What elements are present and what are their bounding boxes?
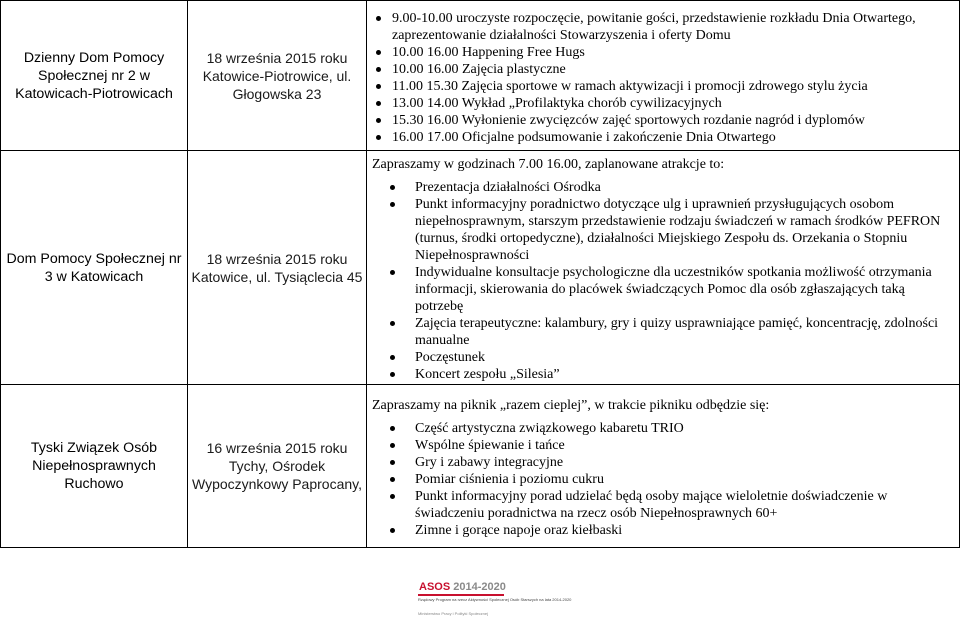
list-item: 11.00 15.30 Zajęcia sportowe w ramach aktywizacji i promocji zdrowego stylu życia [392, 78, 953, 95]
list-item: Wspólne śpiewanie i tańce [415, 437, 951, 454]
program-list [367, 179, 959, 383]
logo-ministry: Ministerstwo Pracy i Polityki Społecznej [418, 611, 489, 616]
list-item: 16.00 17.00 Oficjalne podsumowanie i zakończenie Dnia Otwartego [392, 129, 953, 146]
date-location-cell: 18 września 2015 roku Katowice, ul. Tysiąclecia 45 [188, 151, 367, 385]
program-cell [367, 1, 960, 151]
list-item: Punkt informacyjny poradnictwo dotyczące ulg i uprawnień przysługujących osobom niepełnosprawnym, starszym przedstawienie rodzaju świadczeń w ramach środków PEFRON (turnus, środki ortopedyczne), działalności Miejskiego Zespołu ds. Orzekania o Stopniu Niepełnosprawności [415, 196, 951, 264]
list-item: 10.00 16.00 Happening Free Hugs [392, 44, 953, 61]
logo-years: 2014-2020 [453, 581, 506, 593]
list-item: Zajęcia terapeutyczne: kalambury, gry i quizy usprawniające pamięć, koncentrację, zdolności manualne [415, 315, 951, 349]
list-item: Część artystyczna związkowego kabaretu TRIO [415, 420, 951, 437]
program-list [367, 420, 959, 539]
table-row [1, 385, 960, 548]
logo-subtitle: Rządowy Program na rzecz Aktywności Społecznej Osób Starszych na lata 2014-2020 [418, 597, 572, 602]
program-cell [367, 151, 960, 385]
list-item: 9.00-10.00 uroczyste rozpoczęcie, powitanie gości, przedstawienie rozkładu Dnia Otwartego, zaprezentowanie działalności Stowarzyszenia i oferty Domu [392, 10, 953, 44]
organizer-cell: Tyski Związek Osób Niepełnosprawnych Ruchowo [1, 385, 188, 548]
list-item: Indywidualne konsultacje psychologiczne dla uczestników spotkania możliwość otrzymania informacji, skierowania do placówek świadczących Pomoc dla osób zgłaszających taką potrzebę [415, 264, 951, 315]
logo-wordmark [419, 581, 506, 593]
list-item: 15.30 16.00 Wyłonienie zwycięzców zajęć sportowych rozdanie nagród i dyplomów [392, 112, 953, 129]
organizer-cell: Dzienny Dom Pomocy Społecznej nr 2 w Katowicach-Piotrowicach [1, 1, 188, 151]
organizer-cell: Dom Pomocy Społecznej nr 3 w Katowicach [1, 151, 188, 385]
list-item: 10.00 16.00 Zajęcia plastyczne [392, 61, 953, 78]
list-item: Zimne i gorące napoje oraz kiełbaski [415, 522, 951, 539]
list-item: Gry i zabawy integracyjne [415, 454, 951, 471]
program-list [367, 6, 959, 146]
program-intro: Zapraszamy w godzinach 7.00 16.00, zaplanowane atrakcje to: [372, 157, 725, 172]
list-item: 13.00 14.00 Wykład „Profilaktyka chorób cywilizacyjnych [392, 95, 953, 112]
table-row [1, 1, 960, 151]
list-item: Punkt informacyjny porad udzielać będą osoby mające wieloletnie doświadczenie w świadczeniu poradnictwa na rzecz osób Niepełnosprawnych 60+ [415, 488, 951, 522]
logo-divider [418, 594, 504, 596]
list-item: Pomiar ciśnienia i poziomu cukru [415, 471, 951, 488]
table-row [1, 151, 960, 385]
list-item: Koncert zespołu „Silesia” [415, 366, 951, 383]
list-item: Prezentacja działalności Ośrodka [415, 179, 951, 196]
list-item: Poczęstunek [415, 349, 951, 366]
program-intro: Zapraszamy na piknik „razem cieplej”, w trakcie pikniku odbędzie się: [372, 398, 770, 413]
date-location-cell: 16 września 2015 roku Tychy, Ośrodek Wypoczynkowy Paprocany, [188, 385, 367, 548]
asos-logo [418, 581, 572, 617]
program-cell [367, 385, 960, 548]
date-location-cell: 18 września 2015 roku Katowice-Piotrowice, ul. Głogowska 23 [188, 1, 367, 151]
logo-name: ASOS [419, 581, 451, 593]
